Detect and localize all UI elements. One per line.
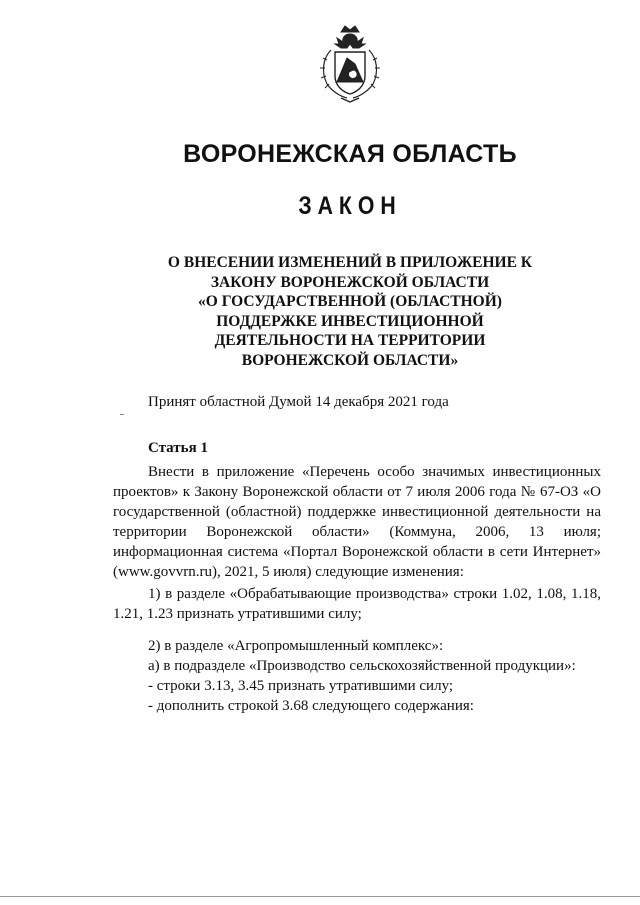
article-heading: Статья 1 [148, 440, 208, 456]
amendment-item-2 [113, 636, 601, 716]
law-title-line: ВОРОНЕЖСКОЙ ОБЛАСТИ» [241, 351, 459, 369]
margin-mark [120, 414, 124, 415]
adoption-date-line: Принят областной Думой 14 декабря 2021 года [148, 394, 449, 410]
voronezh-coat-of-arms-icon [305, 22, 395, 104]
item-2-line: а) в подразделе «Производство сельскохозяйственной продукции»: [148, 658, 576, 674]
amendment-item-1 [113, 584, 601, 624]
law-title [150, 253, 550, 370]
item-1-text: 1) в разделе «Обрабатывающие производства» строки 1.02, 1.08, 1.18, 1.21, 1.23 признать утратившими силу; [113, 586, 601, 622]
region-heading: ВОРОНЕЖСКАЯ ОБЛАСТЬ [183, 140, 517, 168]
law-title-line: ПОДДЕРЖКЕ ИНВЕСТИЦИОННОЙ [216, 312, 484, 330]
law-title-line: ДЕЯТЕЛЬНОСТИ НА ТЕРРИТОРИИ [214, 332, 486, 349]
document-type-heading: ЗАКОН [298, 192, 402, 220]
item-2-line: - дополнить строкой 3.68 следующего содержания: [148, 698, 474, 714]
page-bottom-rule [0, 896, 640, 897]
intro-text: Внести в приложение «Перечень особо значимых инвестиционных проектов» к Закону Воронежской области от 7 июля 2006 года № 67-ОЗ «О государственной (областной) поддержке инвестиционной деятельности на территории Воронежской области» (Коммуна, 2006, 13 июля; информационная система «Портал Воронежской области в сети Интернет» (www.govvrn.ru), 2021, 5 июля) следующие изменения: [113, 464, 601, 580]
law-title-line: «О ГОСУДАРСТВЕННОЙ (ОБЛАСТНОЙ) [198, 293, 502, 310]
article-intro-paragraph [113, 462, 601, 582]
law-title-line: О ВНЕСЕНИИ ИЗМЕНЕНИЙ В ПРИЛОЖЕНИЕ К [167, 254, 533, 271]
item-2-line: 2) в разделе «Агропромышленный комплекс»: [148, 638, 444, 654]
item-2-line: - строки 3.13, 3.45 признать утратившими силу; [148, 678, 454, 694]
law-title-line: ЗАКОНУ ВОРОНЕЖСКОЙ ОБЛАСТИ [210, 273, 490, 291]
